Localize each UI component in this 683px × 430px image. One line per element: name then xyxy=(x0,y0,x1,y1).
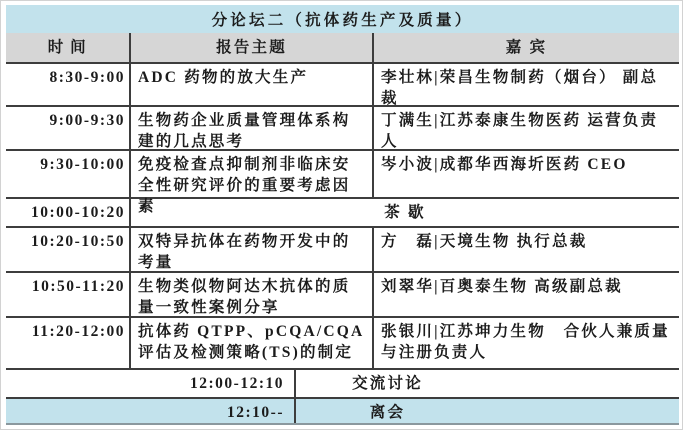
break-row xyxy=(6,197,679,226)
column-header-guest: 嘉 宾 xyxy=(505,39,548,56)
guest-cell: 岑小波|成都华西海圻医药 CEO xyxy=(381,156,628,173)
topic-cell: ADC 药物的放大生产 xyxy=(131,64,374,105)
time-cell: 9:30-10:00 xyxy=(6,151,131,197)
guest-cell: 张银川|江苏坤力生物 合伙人兼质量与注册负责人 xyxy=(381,323,670,361)
guest-cell: 方 磊|天境生物 执行总裁 xyxy=(381,233,588,250)
session-row xyxy=(6,62,679,105)
merged-label-cell: 离会 xyxy=(369,404,406,421)
agenda-table xyxy=(6,5,679,425)
topic-cell: 免疫检查点抑制剂非临床安全性研究评价的重要考虑因素 xyxy=(131,151,374,197)
topic-cell: 双特异抗体在药物开发中的考量 xyxy=(131,228,374,271)
time-cell: 10:00-10:20 xyxy=(6,199,131,226)
guest-cell: 刘翠华|百奥泰生物 高级副总裁 xyxy=(381,278,623,295)
session-row xyxy=(6,316,679,368)
time-cell: 8:30-9:00 xyxy=(6,64,131,105)
discussion-row xyxy=(6,368,679,397)
guest-cell: 丁满生|江苏泰康生物医药 运营负责人 xyxy=(381,112,659,150)
column-header-topic: 报告主题 xyxy=(131,33,374,62)
time-cell: 10:50-11:20 xyxy=(6,273,131,316)
header-row xyxy=(6,33,679,62)
merged-label-cell: 交流讨论 xyxy=(352,375,423,392)
session-row xyxy=(6,226,679,271)
time-cell: 10:20-10:50 xyxy=(6,228,131,271)
topic-cell: 生物类似物阿达木抗体的质量一致性案例分享 xyxy=(131,273,374,316)
time-cell: 12:00-12:10 xyxy=(6,370,296,397)
title-row xyxy=(6,5,679,33)
topic-cell: 生物药企业质量管理体系构建的几点思考 xyxy=(131,107,374,149)
session-row xyxy=(6,105,679,149)
time-cell: 12:10-- xyxy=(6,399,296,423)
time-cell: 11:20-12:00 xyxy=(6,318,131,368)
column-header-time: 时 间 xyxy=(6,33,131,62)
session-row xyxy=(6,271,679,316)
closing-row xyxy=(6,397,679,425)
guest-cell: 李壮林|荣昌生物制药（烟台） 副总裁 xyxy=(381,69,659,107)
topic-cell: 抗体药 QTPP、pCQA/CQA 评估及检测策略(TS)的制定 xyxy=(131,318,374,368)
page-title: 分论坛二（抗体药生产及质量） xyxy=(211,12,474,29)
time-cell: 9:00-9:30 xyxy=(6,107,131,149)
merged-label-cell: 茶 歇 xyxy=(384,204,426,221)
